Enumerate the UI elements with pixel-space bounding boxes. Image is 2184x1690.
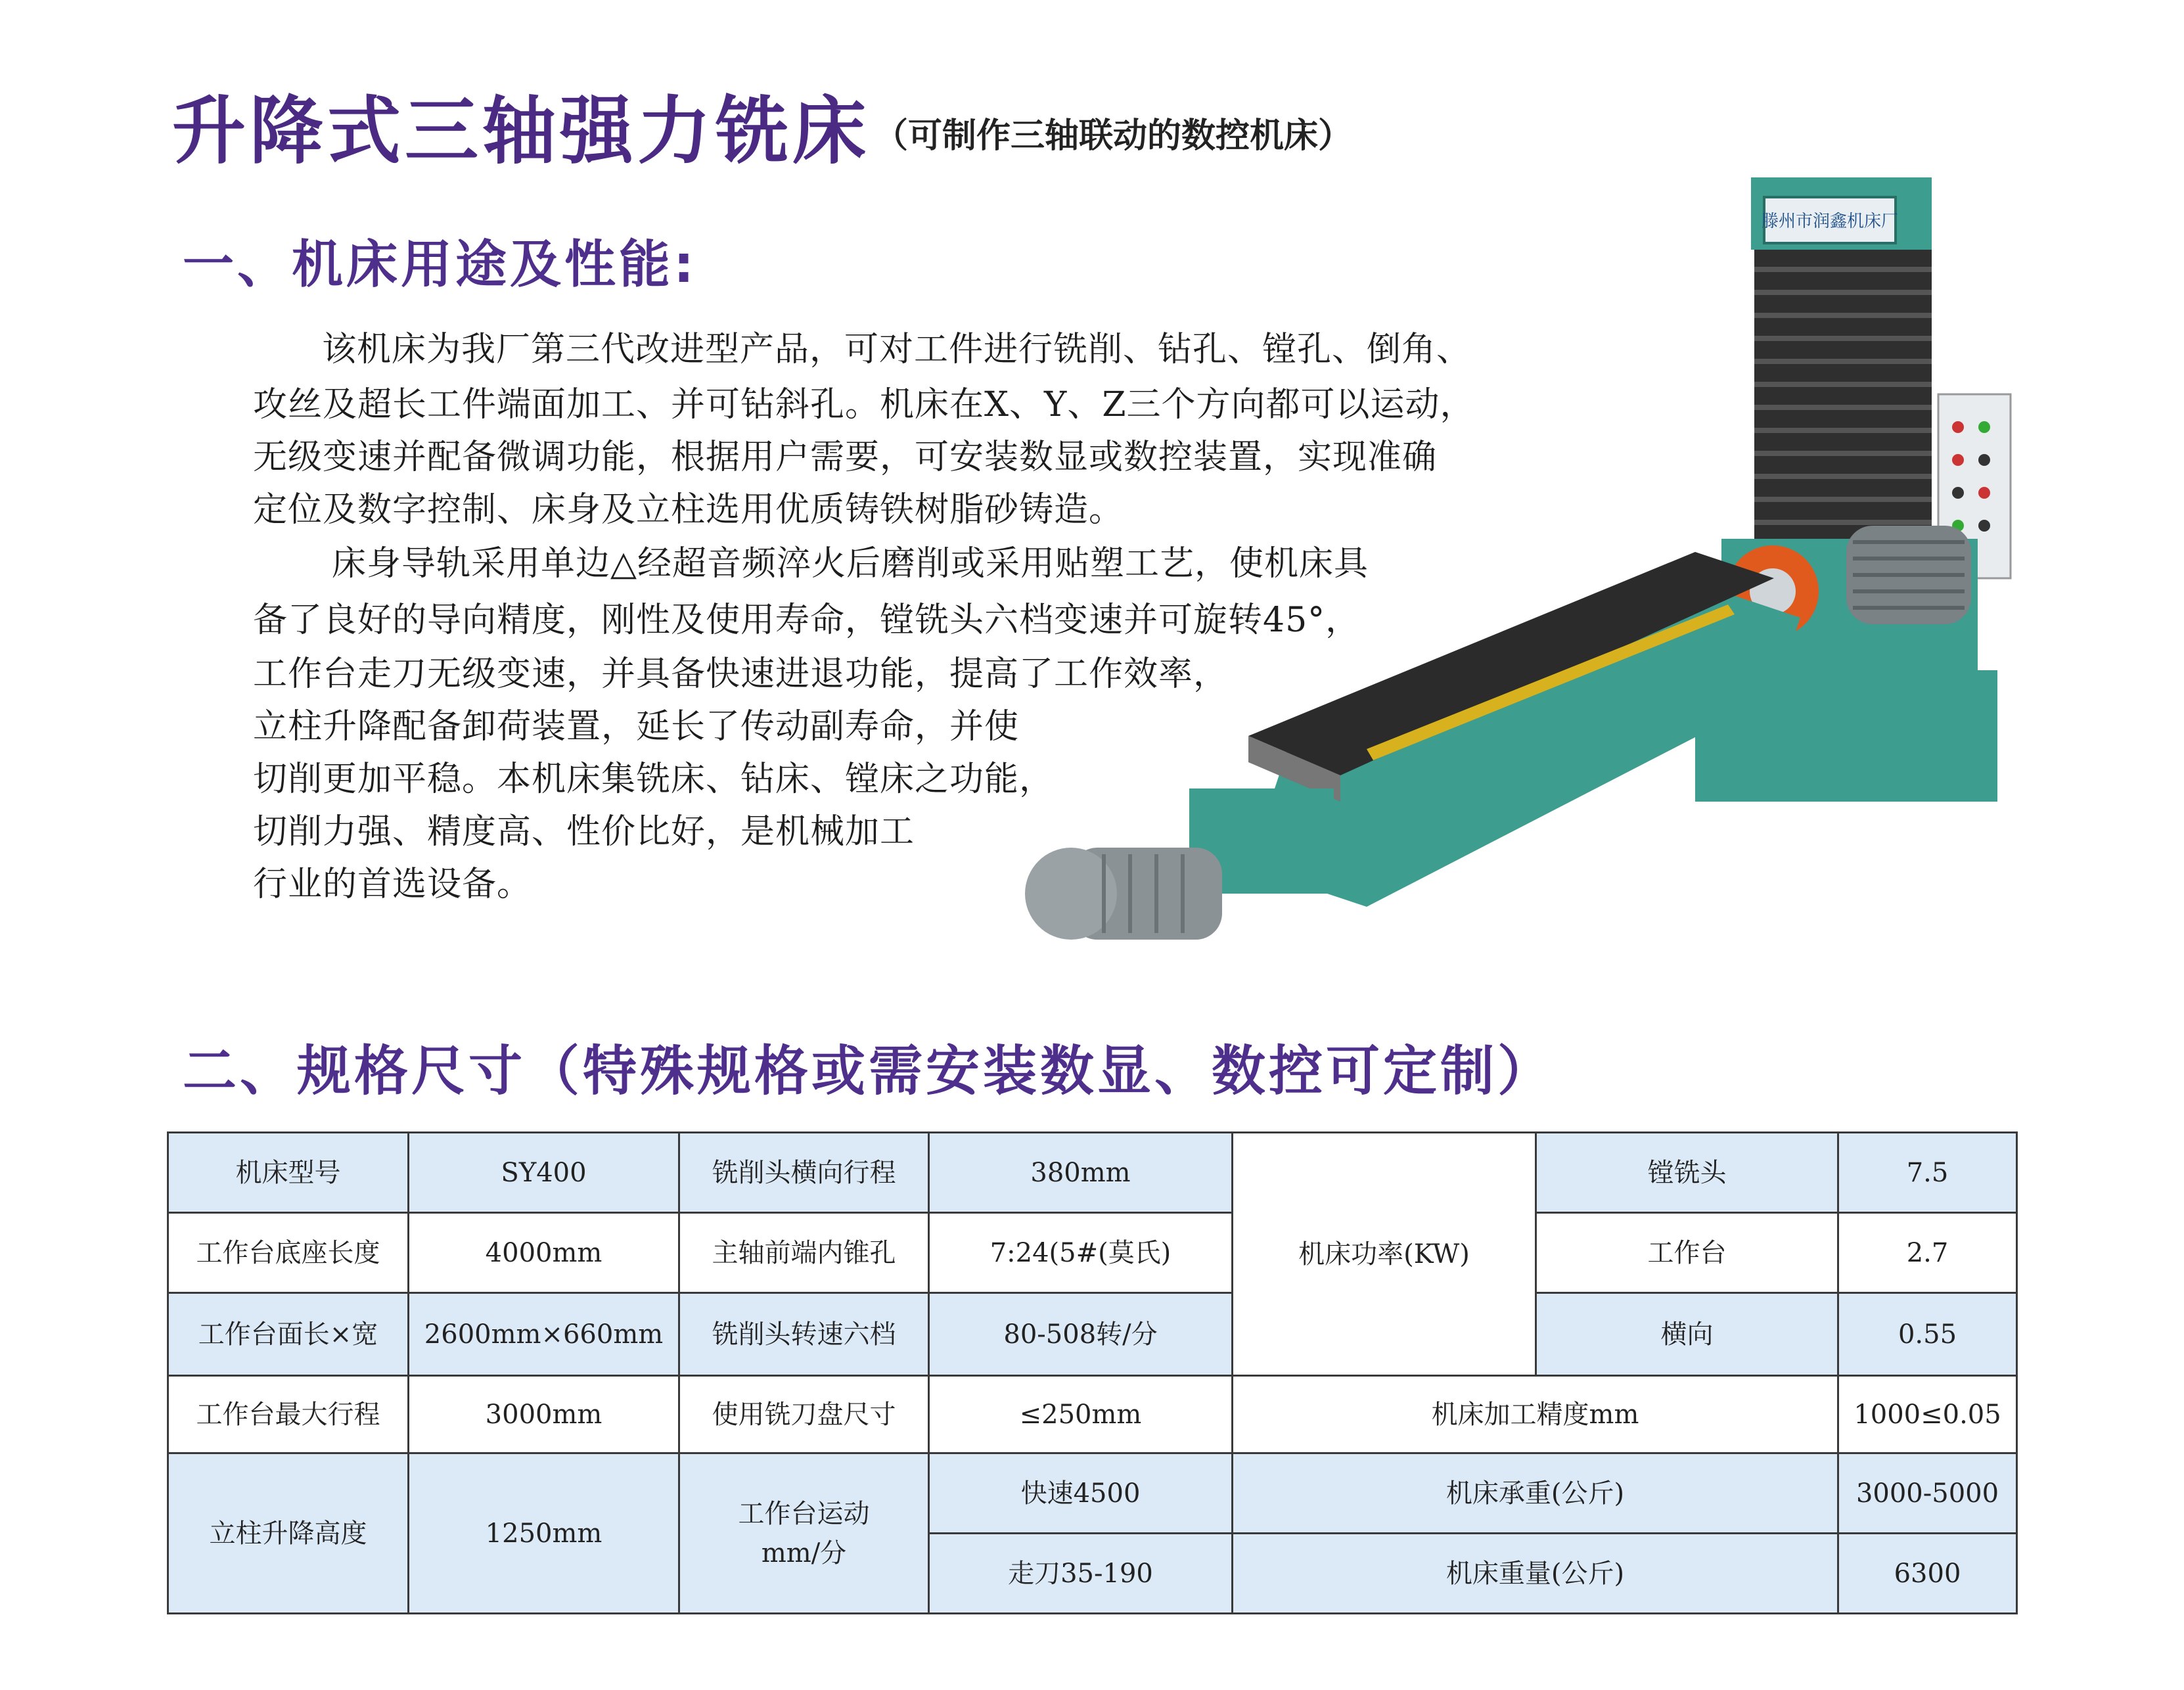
spec-table [167,1131,2018,1614]
table-cell: 铣削头横向行程 [679,1133,929,1213]
paragraph-line: 备了良好的导向精度，刚性及使用寿命，镗铣头六档变速并可旋转45°， [253,601,1361,640]
table-cell: 4000mm [409,1213,679,1293]
table-cell: 2.7 [1838,1213,2017,1293]
table-cell: 主轴前端内锥孔 [679,1213,929,1293]
table-cell-line: mm/分 [761,1538,847,1568]
table-cell: 立柱升降高度 [168,1453,409,1614]
paragraph-line: 立柱升降配备卸荷装置，延长了传动副寿命，并使 [253,707,1020,746]
table-cell: SY400 [409,1133,679,1213]
table-cell: 快速4500 [929,1453,1233,1534]
paragraph-line: 床身导轨采用单边△经超音频淬火后磨削或采用贴塑工艺，使机床具 [332,544,1369,583]
table-cell: 机床加工精度mm [1233,1376,1838,1453]
table-cell: 1250mm [409,1453,679,1614]
paragraph-line: 无级变速并配备微调功能，根据用户需要，可安装数显或数控装置，实现准确 [253,438,1438,477]
table-cell: 机床型号 [168,1133,409,1213]
table-cell: 工作台最大行程 [168,1376,409,1453]
section-heading-usage: 一、机床用途及性能: [183,235,698,294]
table-cell: 工作台底座长度 [168,1213,409,1293]
paragraph-line: 切削力强、精度高、性价比好，是机械加工 [253,812,915,852]
paragraph-line: 切削更加平稳。本机床集铣床、钻床、镗床之功能， [253,760,1055,799]
table-row [168,1376,2017,1453]
paragraph-line: 该机床为我厂第三代改进型产品，可对工件进行铣削、钻孔、镗孔、倒角、 [322,330,1472,369]
table-row [168,1453,2017,1534]
table-cell: 7:24(5#(莫氏) [929,1213,1233,1293]
section-heading-specs: 二、规格尺寸（特殊规格或需安装数显、数控可定制） [183,1040,1555,1103]
table-cell: 走刀35-190 [929,1534,1233,1614]
table-cell: 3000-5000 [1838,1453,2017,1534]
table-row [168,1213,2017,1293]
paragraph-line: 定位及数字控制、床身及立柱选用优质铸铁树脂砂铸造。 [253,490,1124,530]
table-cell: 380mm [929,1133,1233,1213]
table-cell: 工作台面长×宽 [168,1293,409,1376]
milling-machine-image [972,171,2076,999]
table-cell [679,1453,929,1614]
nameplate-text: 滕州市润鑫机床厂 [1761,212,1899,231]
table-cell: 7.5 [1838,1133,2017,1213]
table-cell: 使用铣刀盘尺寸 [679,1376,929,1453]
table-cell: 80-508转/分 [929,1293,1233,1376]
table-cell: 1000≤0.05 [1838,1376,2017,1453]
table-cell: 3000mm [409,1376,679,1453]
page-subtitle: （可制作三轴联动的数控机床） [874,116,1353,156]
table-cell: 机床功率(KW) [1233,1133,1536,1376]
table-row [168,1293,2017,1376]
table-cell: 0.55 [1838,1293,2017,1376]
table-cell-line: 工作台运动 [738,1498,870,1529]
page-title: 升降式三轴强力铣床 [172,89,870,174]
table-cell: 6300 [1838,1534,2017,1614]
table-cell: 机床承重(公斤) [1233,1453,1838,1534]
paragraph-line: 工作台走刀无级变速，并具备快速进退功能，提高了工作效率， [253,654,1229,694]
table-cell: 2600mm×660mm [409,1293,679,1376]
table-cell: ≤250mm [929,1376,1233,1453]
table-cell: 铣削头转速六档 [679,1293,929,1376]
paragraph-line: 攻丝及超长工件端面加工、并可钻斜孔。机床在X、Y、Z三个方向都可以运动， [253,385,1475,424]
paragraph-line: 行业的首选设备。 [253,865,532,904]
table-cell: 横向 [1536,1293,1838,1376]
table-cell: 机床重量(公斤) [1233,1534,1838,1614]
table-row [168,1133,2017,1213]
table-cell: 工作台 [1536,1213,1838,1293]
table-cell: 镗铣头 [1536,1133,1838,1213]
